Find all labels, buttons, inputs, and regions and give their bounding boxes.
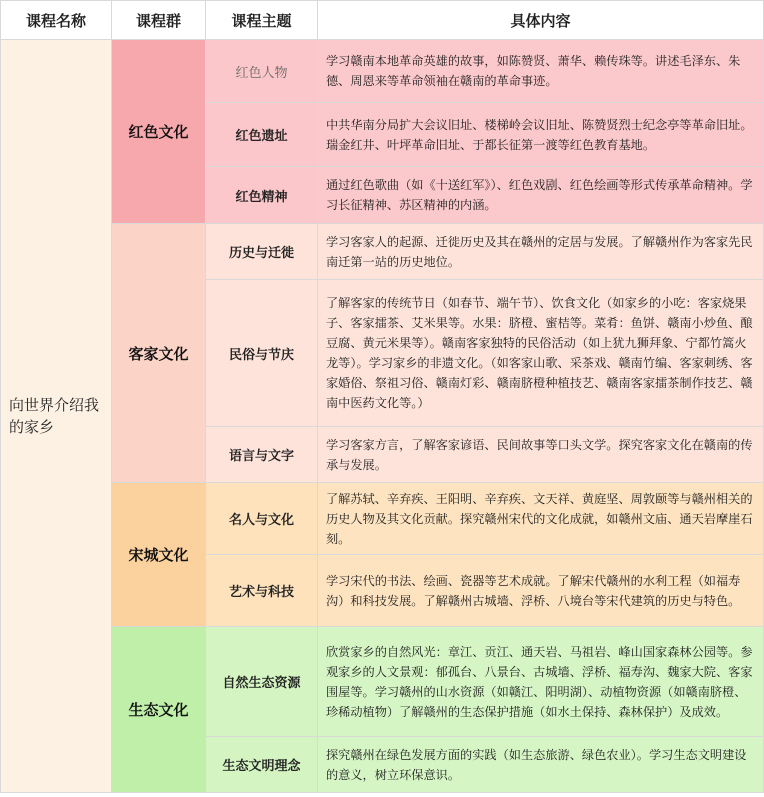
table-row xyxy=(1,224,764,280)
table-row xyxy=(1,40,764,103)
theme-cell: 红色精神 xyxy=(206,167,318,224)
group-hakka-culture: 客家文化 xyxy=(112,224,206,483)
theme-cell: 红色人物 xyxy=(206,40,318,103)
content-cell: 欣赏家乡的自然风光：章江、贡江、通天岩、马祖岩、峰山国家森林公园等。参观家乡的人文景观：郁孤台、八景台、古城墙、浮桥、福寿沟、魏家大院、客家围屋等。学习赣州的山水资源（如赣江、阳明湖）、动植物资源（如赣南脐橙、珍稀动植物）了解赣州的生态保护措施（如水土保持、森林保护）及成效。 xyxy=(318,627,764,737)
content-cell: 学习客家人的起源、迁徙历史及其在赣州的定居与发展。了解赣州作为客家先民南迁第一站的历史地位。 xyxy=(318,224,764,280)
group-eco-culture: 生态文化 xyxy=(112,627,206,793)
header-course-name: 课程名称 xyxy=(1,1,112,40)
header-row xyxy=(1,1,764,40)
theme-cell: 历史与迁徙 xyxy=(206,224,318,280)
content-cell: 中共华南分局扩大会议旧址、楼梯岭会议旧址、陈赞贤烈士纪念亭等革命旧址。瑞金红井、叶坪革命旧址、于都长征第一渡等红色教育基地。 xyxy=(318,103,764,167)
content-cell: 学习客家方言，了解客家谚语、民间故事等口头文学。探究客家文化在赣南的传承与发展。 xyxy=(318,427,764,483)
group-song-city-culture: 宋城文化 xyxy=(112,483,206,627)
header-course-theme: 课程主题 xyxy=(206,1,318,40)
theme-cell: 自然生态资源 xyxy=(206,627,318,737)
table-row xyxy=(1,483,764,555)
theme-cell: 红色遗址 xyxy=(206,103,318,167)
theme-cell: 语言与文字 xyxy=(206,427,318,483)
header-course-group: 课程群 xyxy=(112,1,206,40)
content-cell: 学习赣南本地革命英雄的故事，如陈赞贤、萧华、赖传珠等。讲述毛泽东、朱德、周恩来等革命领袖在赣南的革命事迹。 xyxy=(318,40,764,103)
content-cell: 学习宋代的书法、绘画、瓷器等艺术成就。了解宋代赣州的水利工程（如福寿沟）和科技发展。了解赣州古城墙、浮桥、八境台等宋代建筑的历史与特色。 xyxy=(318,555,764,627)
content-cell: 通过红色歌曲（如《十送红军》）、红色戏剧、红色绘画等形式传承革命精神。学习长征精神、苏区精神的内涵。 xyxy=(318,167,764,224)
group-red-culture: 红色文化 xyxy=(112,40,206,224)
theme-cell: 民俗与节庆 xyxy=(206,280,318,427)
content-cell: 探究赣州在绿色发展方面的实践（如生态旅游、绿色农业）。学习生态文明建设的意义，树立环保意识。 xyxy=(318,737,764,793)
content-cell: 了解客家的传统节日（如春节、端午节）、饮食文化（如家乡的小吃：客家烧果子、客家擂茶、艾米果等。水果：脐橙、蜜桔等。菜肴：鱼饼、赣南小炒鱼、酿豆腐、黄元米果等）。赣南客家独特的民俗活动（如上犹九狮拜象、宁都竹篙火龙等）。学习家乡的非遗文化。（如客家山歌、采茶戏、赣南竹编、客家刺绣、客家婚俗、祭祖习俗、赣南灯彩、赣南脐橙种植技艺、赣南客家擂茶制作技艺、赣南中医药文化等。） xyxy=(318,280,764,427)
course-name-cell: 向世界介绍我的家乡 xyxy=(1,40,112,793)
table-row xyxy=(1,627,764,737)
content-cell: 了解苏轼、辛弃疾、王阳明、辛弃疾、文天祥、黄庭坚、周敦颐等与赣州相关的历史人物及其文化贡献。探究赣州宋代的文化成就，如赣州文庙、通天岩摩崖石刻。 xyxy=(318,483,764,555)
header-content: 具体内容 xyxy=(318,1,764,40)
theme-cell: 艺术与科技 xyxy=(206,555,318,627)
theme-cell: 名人与文化 xyxy=(206,483,318,555)
theme-cell: 生态文明理念 xyxy=(206,737,318,793)
